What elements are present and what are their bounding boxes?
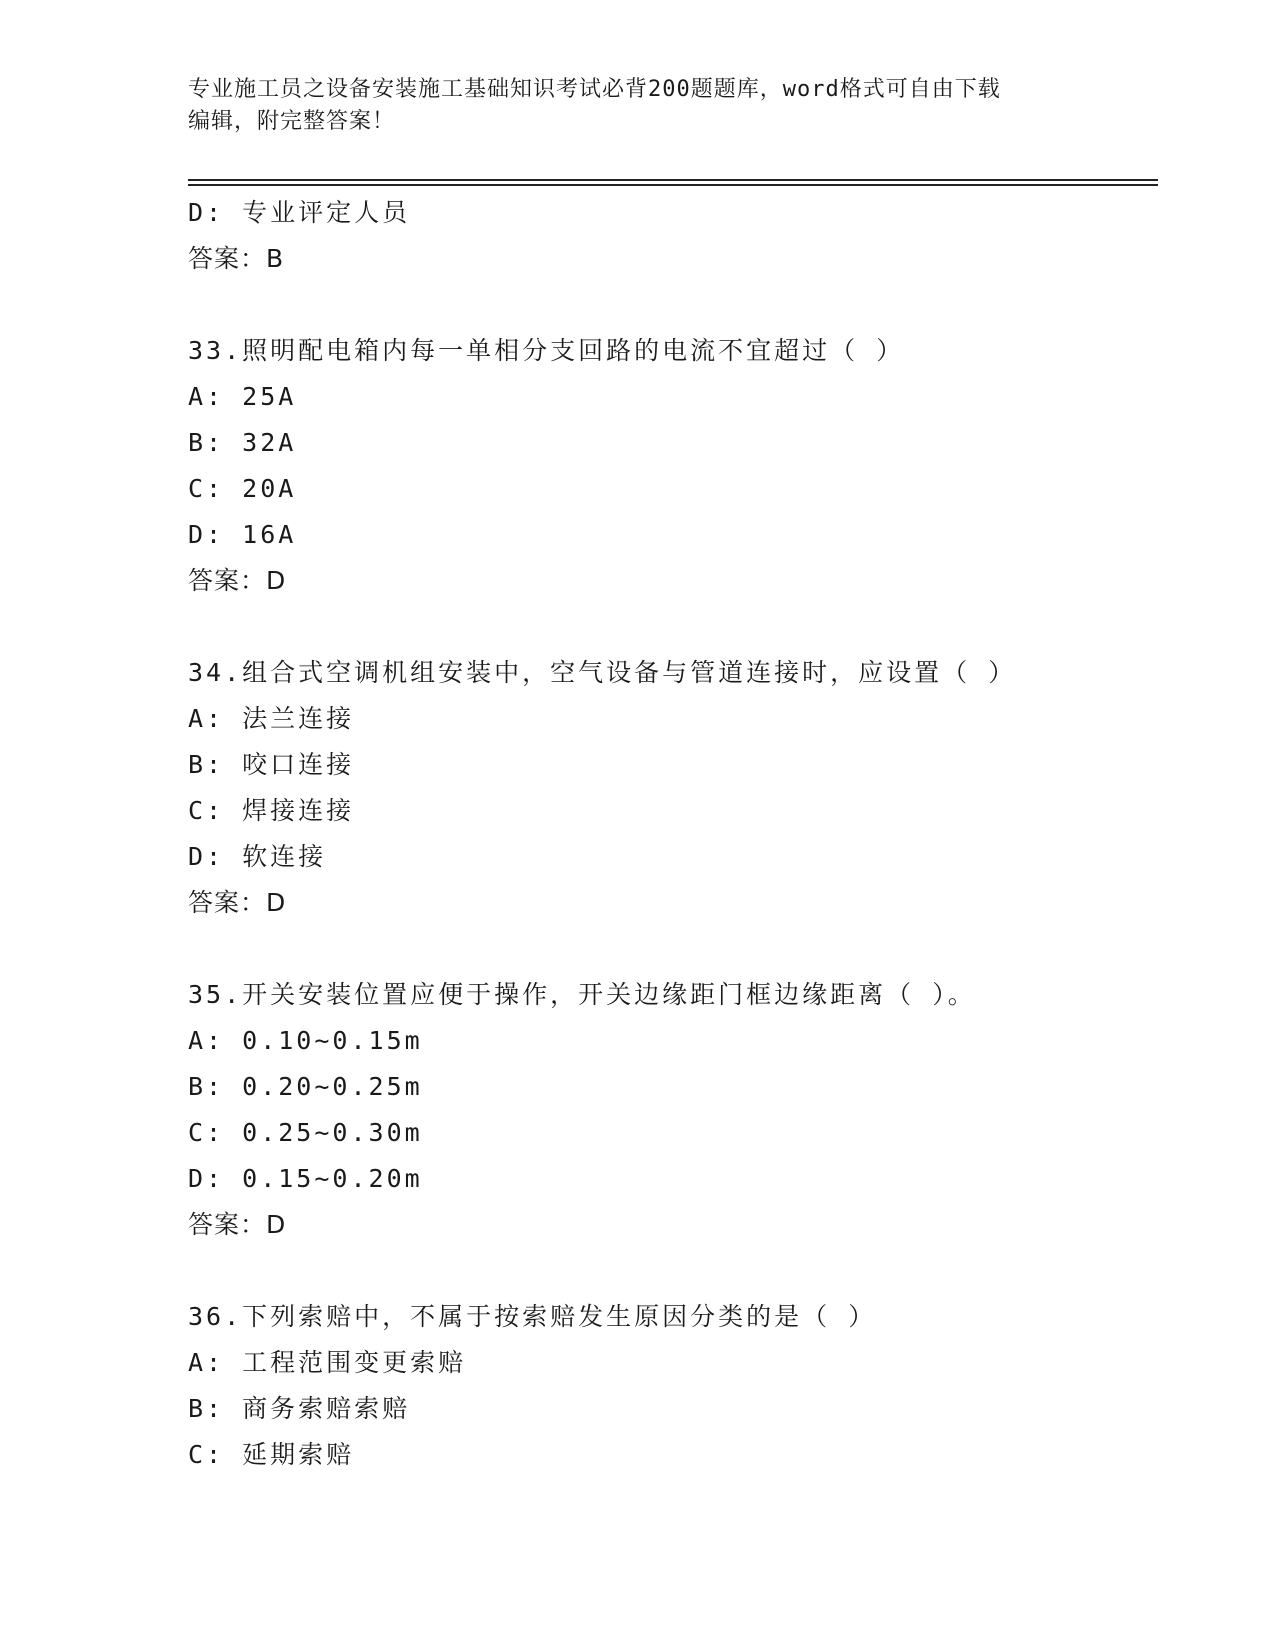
option-b: B: 商务索赔索赔 — [188, 1394, 411, 1423]
option-b: B: 0.20~0.25m — [188, 1072, 423, 1101]
option-a: A: 25A — [188, 382, 297, 411]
option-a: A: 工程范围变更索赔 — [188, 1348, 467, 1377]
option-c: C: 20A — [188, 474, 297, 503]
answer-line: 答案：D — [188, 1210, 287, 1239]
question-stem: 35.开关安装位置应便于操作，开关边缘距门框边缘距离（ ）。 — [188, 980, 976, 1009]
option-b: B: 咬口连接 — [188, 750, 355, 779]
spacer — [188, 1248, 1158, 1294]
option-c: C: 焊接连接 — [188, 796, 355, 825]
option-b: B: 32A — [188, 428, 297, 457]
document-header — [188, 74, 1068, 138]
previous-question-tail — [188, 190, 1158, 282]
question-list — [188, 190, 1158, 1478]
spacer — [188, 604, 1158, 650]
option-a: A: 0.10~0.15m — [188, 1026, 423, 1055]
question-34 — [188, 650, 1158, 926]
spacer — [188, 926, 1158, 972]
option-d: D: 0.15~0.20m — [188, 1164, 423, 1193]
answer-line: 答案：D — [188, 566, 287, 595]
answer-line: 答案：D — [188, 888, 287, 917]
question-stem: 34.组合式空调机组安装中，空气设备与管道连接时，应设置（ ） — [188, 658, 1017, 687]
question-35 — [188, 972, 1158, 1248]
header-divider-top — [188, 179, 1158, 181]
question-36 — [188, 1294, 1158, 1478]
option-a: A: 法兰连接 — [188, 704, 355, 733]
option-c: C: 延期索赔 — [188, 1440, 355, 1469]
question-stem: 33.照明配电箱内每一单相分支回路的电流不宜超过（ ） — [188, 336, 905, 365]
option-d: D: 软连接 — [188, 842, 327, 871]
question-33 — [188, 328, 1158, 604]
option-c: C: 0.25~0.30m — [188, 1118, 423, 1147]
header-title-line-1: 专业施工员之设备安装施工基础知识考试必背200题题库，word格式可自由下载 — [188, 77, 1001, 102]
option-d: D: 专业评定人员 — [188, 198, 411, 227]
header-divider-bottom — [188, 184, 1158, 186]
option-d: D: 16A — [188, 520, 297, 549]
answer-line: 答案：B — [188, 244, 285, 273]
header-title-line-2: 编辑，附完整答案！ — [188, 109, 396, 134]
spacer — [188, 282, 1158, 328]
question-stem: 36.下列索赔中，不属于按索赔发生原因分类的是（ ） — [188, 1302, 877, 1331]
